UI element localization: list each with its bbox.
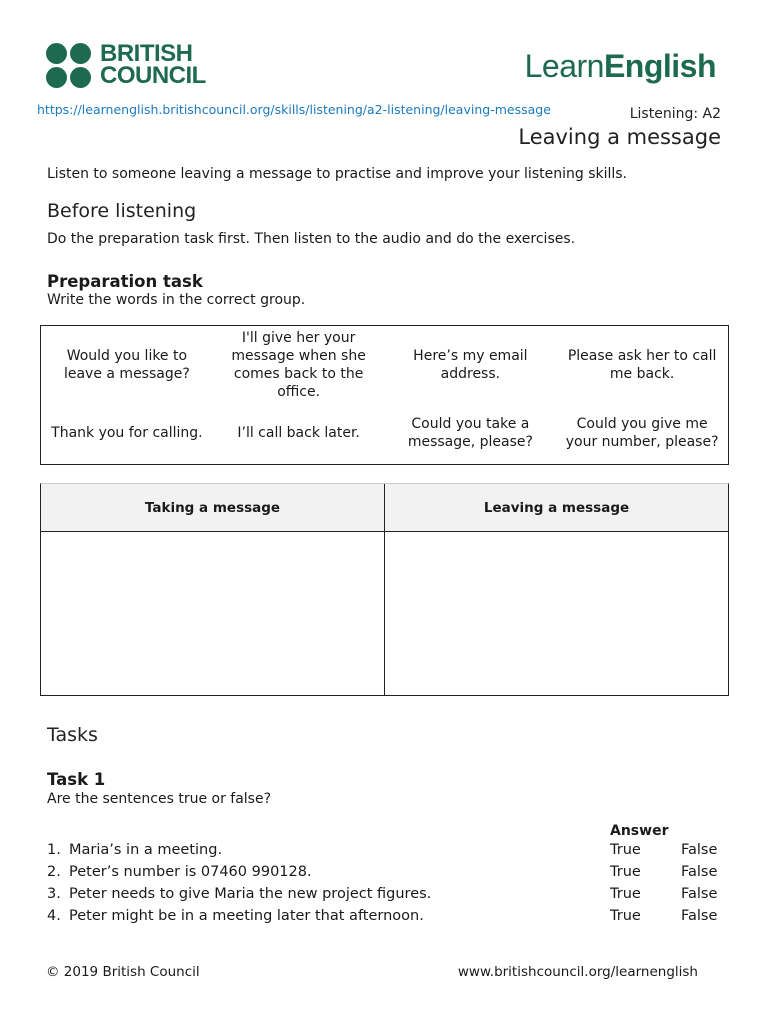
footer-site-link[interactable]: www.britishcouncil.org/learnenglish: [457, 964, 698, 980]
word-item: Could you give me your number, please?: [565, 416, 719, 450]
logo-line-1: BRITISH: [100, 40, 193, 67]
false-option[interactable]: False: [681, 886, 718, 902]
page-url-link[interactable]: https://learnenglish.britishcouncil.org/skills/listening/a2-listening/leaving-message: [37, 102, 551, 117]
group-cell-leaving[interactable]: [384, 532, 728, 695]
british-council-logo: [46, 40, 216, 89]
item-text: Peter’s number is 07460 990128.: [69, 864, 312, 880]
brand-english: English: [603, 48, 716, 84]
task-item: [47, 864, 727, 886]
word-item: Could you take a message, please?: [407, 416, 533, 450]
learnenglish-logo: [525, 48, 716, 85]
group-header-leaving: Leaving a message: [384, 484, 728, 531]
preparation-heading: Preparation task: [47, 272, 203, 291]
group-cell-taking[interactable]: [41, 532, 384, 695]
brand-learn: Learn: [524, 48, 604, 84]
word-box: [40, 325, 729, 465]
before-listening-heading: Before listening: [47, 200, 197, 222]
tasks-heading: Tasks: [47, 724, 98, 746]
word-item: Please ask her to call me back.: [567, 348, 717, 382]
page-title: Leaving a message: [518, 125, 721, 149]
before-listening-text: Do the preparation task first. Then listen to the audio and do the exercises.: [47, 231, 576, 247]
item-number: 1.: [47, 842, 61, 858]
item-text: Peter needs to give Maria the new project figures.: [69, 886, 432, 902]
group-table: [40, 483, 729, 696]
task-item: [47, 842, 727, 864]
task1-heading: Task 1: [47, 770, 106, 789]
answer-column-heading: Answer: [610, 823, 669, 839]
word-item: Here’s my email address.: [413, 348, 528, 382]
item-text: Peter might be in a meeting later that afternoon.: [69, 908, 424, 924]
task-item: [47, 886, 727, 908]
task-item: [47, 908, 727, 930]
true-option[interactable]: True: [610, 864, 641, 880]
group-header-taking: Taking a message: [144, 499, 281, 516]
level-label: Listening: A2: [629, 106, 721, 122]
preparation-instruction: Write the words in the correct group.: [47, 292, 306, 308]
logo-dots-icon: [46, 43, 92, 89]
word-item: I'll give her your message when she comes back to the office.: [231, 330, 366, 400]
intro-text: Listen to someone leaving a message to practise and improve your listening skills.: [47, 166, 628, 182]
false-option[interactable]: False: [681, 842, 718, 858]
false-option[interactable]: False: [681, 864, 718, 880]
true-option[interactable]: True: [610, 886, 641, 902]
logo-line-2: COUNCIL: [100, 62, 206, 89]
false-option[interactable]: False: [681, 908, 718, 924]
item-number: 2.: [47, 864, 61, 880]
task1-instruction: Are the sentences true or false?: [47, 791, 272, 807]
word-item: Thank you for calling.: [51, 425, 203, 441]
true-option[interactable]: True: [610, 842, 641, 858]
item-text: Maria’s in a meeting.: [69, 842, 223, 858]
word-item: Would you like to leave a message?: [63, 348, 190, 382]
true-option[interactable]: True: [610, 908, 641, 924]
footer-copyright: © 2019 British Council: [46, 964, 200, 980]
word-item: I’ll call back later.: [237, 425, 360, 441]
item-number: 4.: [47, 908, 61, 924]
logo-text: [100, 40, 206, 89]
item-number: 3.: [47, 886, 61, 902]
